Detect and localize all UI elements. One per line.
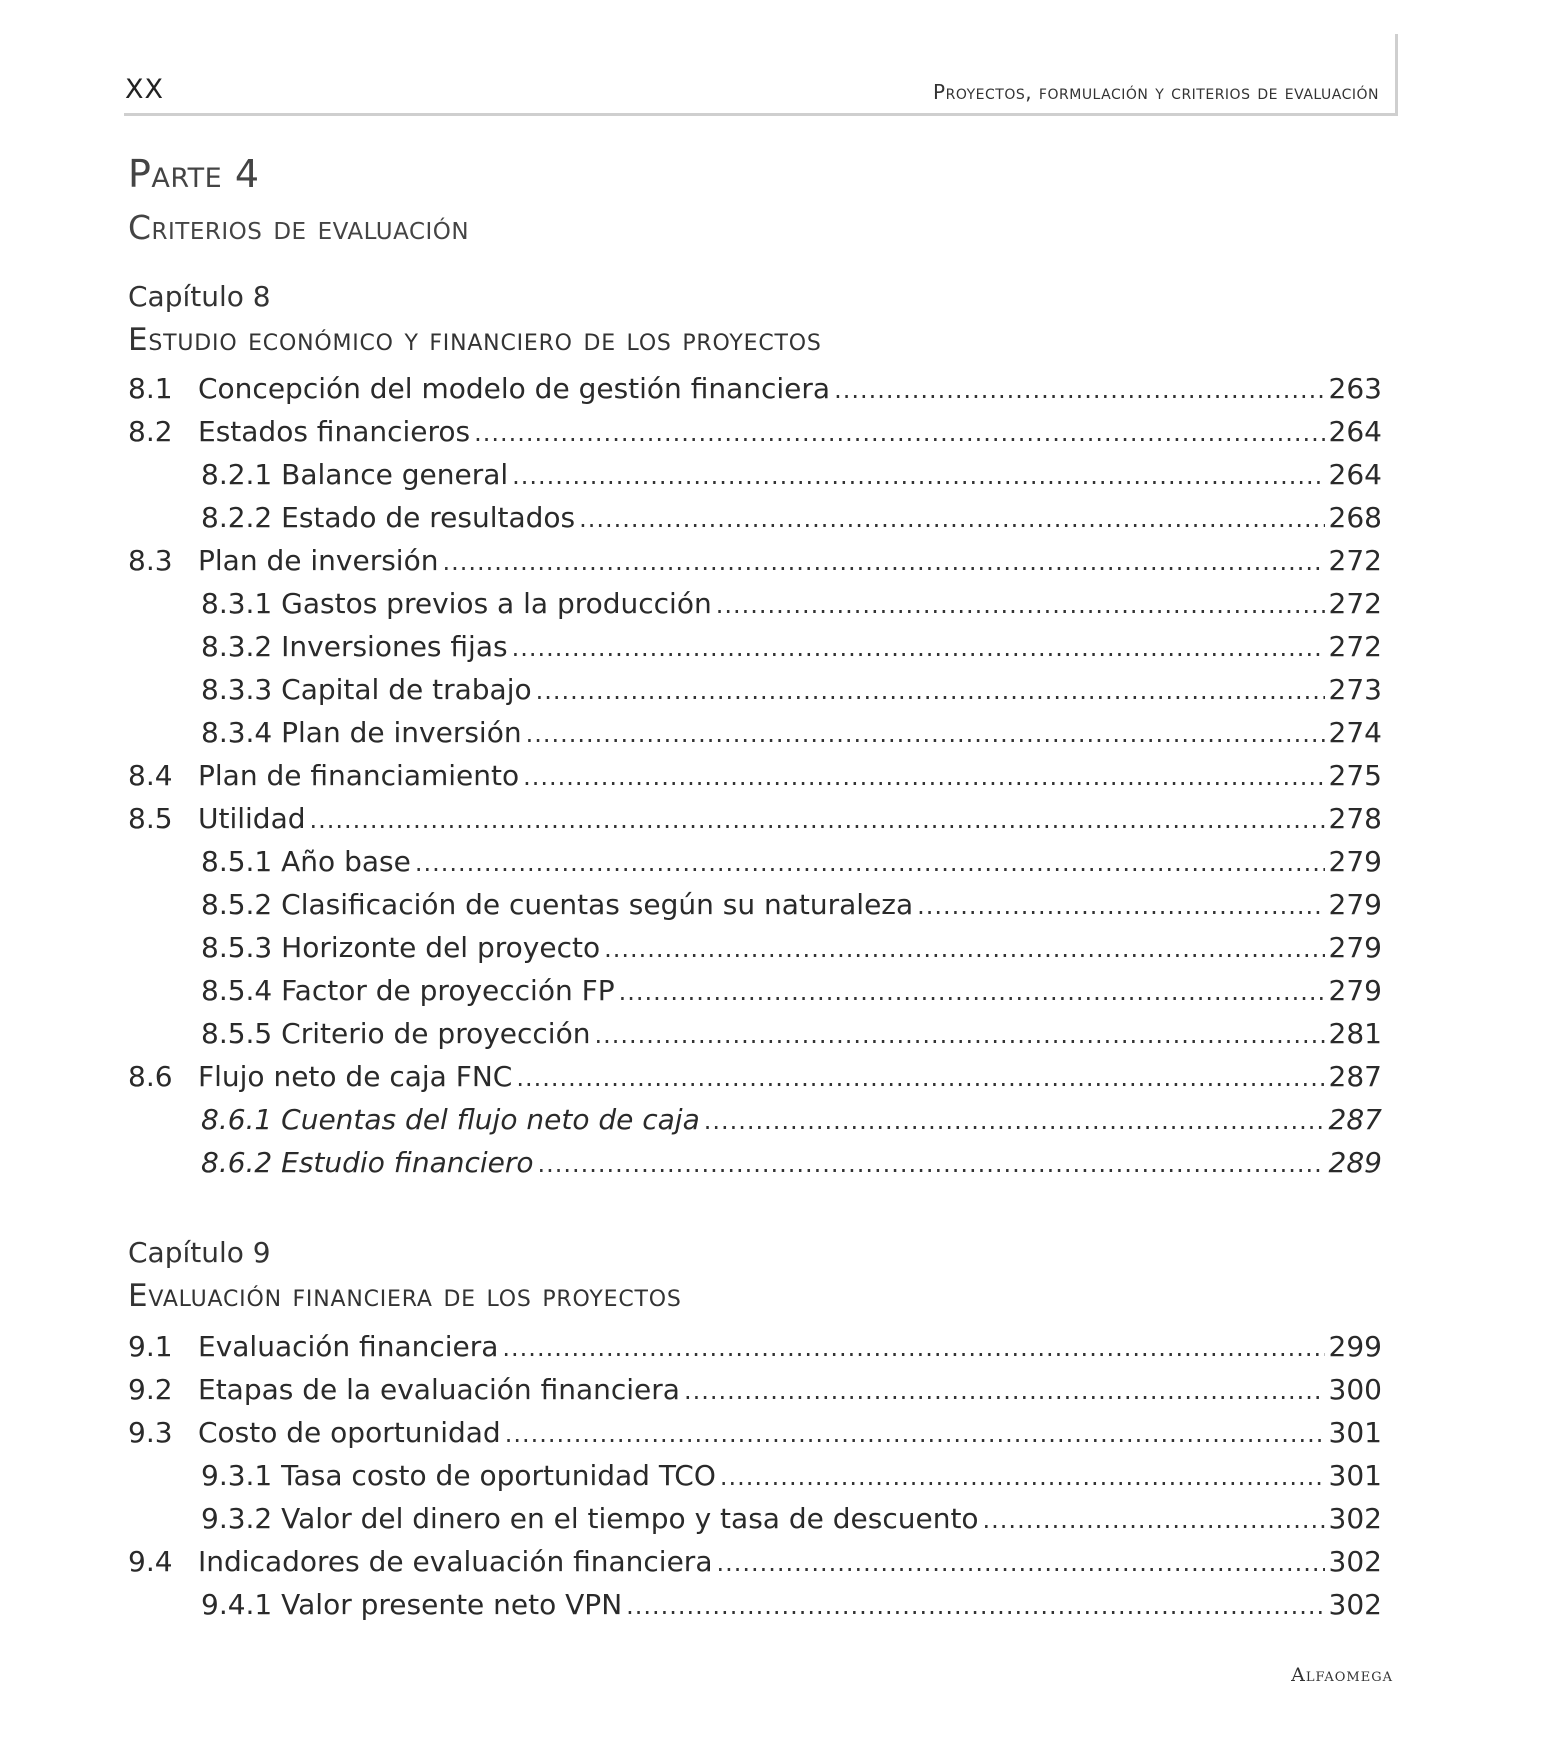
- toc-subentry[interactable]: [128, 1017, 1382, 1060]
- chapter-8-label: Capítulo 8: [128, 280, 271, 313]
- toc-entry-number: 8.6: [128, 1060, 173, 1093]
- toc-entry-page: 287: [1328, 1103, 1382, 1136]
- toc-entry-page: 279: [1328, 845, 1382, 878]
- toc-entry[interactable]: [128, 1330, 1382, 1373]
- toc-entry[interactable]: [128, 1373, 1382, 1416]
- dot-leader: [684, 1377, 1325, 1405]
- chapter-8-title: Estudio económico y financiero de los proyectos: [128, 322, 822, 358]
- toc-entry-page: 272: [1328, 587, 1382, 620]
- toc-entry-label: 8.3.1 Gastos previos a la producción: [201, 587, 712, 620]
- toc-subentry[interactable]: [128, 888, 1382, 931]
- toc-entry-label: 8.6.2 Estudio financiero: [201, 1146, 534, 1179]
- toc-entry[interactable]: [128, 372, 1382, 415]
- toc-entry-page: 263: [1328, 372, 1382, 405]
- toc-entry-page: 289: [1328, 1146, 1382, 1179]
- dot-leader: [474, 419, 1324, 447]
- dot-leader: [516, 1064, 1324, 1092]
- chapter-9-label: Capítulo 9: [128, 1236, 271, 1269]
- toc-entry[interactable]: [128, 802, 1382, 845]
- toc-entry-page: 301: [1328, 1459, 1382, 1492]
- dot-leader: [917, 892, 1324, 920]
- toc-entry-page: 299: [1328, 1330, 1382, 1363]
- header-corner-rule: [1395, 34, 1398, 116]
- toc-subentry[interactable]: [128, 974, 1382, 1017]
- toc-entry-label: 8.5.5 Criterio de proyección: [201, 1017, 591, 1050]
- toc-entry-label: 8.6.1 Cuentas del flujo neto de caja: [201, 1103, 700, 1136]
- toc-entry-page: 274: [1328, 716, 1382, 749]
- dot-leader: [502, 1334, 1324, 1362]
- toc-entry-label: Concepción del modelo de gestión financiera: [198, 372, 831, 405]
- toc-entry-page: 279: [1328, 931, 1382, 964]
- toc-subentry[interactable]: [128, 845, 1382, 888]
- toc-entry-label: Costo de oportunidad: [198, 1416, 501, 1449]
- toc-entry-label: 8.2.1 Balance general: [201, 458, 509, 491]
- chapter-9-title: Evaluación financiera de los proyectos: [128, 1278, 682, 1314]
- toc-entry-page: 301: [1328, 1416, 1382, 1449]
- toc-entry-label: Flujo neto de caja FNC: [198, 1060, 513, 1093]
- dot-leader: [704, 1107, 1325, 1135]
- toc-entry[interactable]: [128, 1060, 1382, 1103]
- toc-entry-label: 8.5.4 Factor de proyección FP: [201, 974, 615, 1007]
- toc-entry[interactable]: [128, 415, 1382, 458]
- toc-subentry[interactable]: [128, 630, 1382, 673]
- chapter-8-toc: [128, 372, 1382, 1189]
- toc-entry[interactable]: [128, 544, 1382, 587]
- part-title: Parte 4: [128, 152, 260, 196]
- toc-subentry[interactable]: [128, 501, 1382, 544]
- toc-entry-number: 8.3: [128, 544, 173, 577]
- toc-entry-label: 8.2.2 Estado de resultados: [201, 501, 576, 534]
- toc-entry-label: Utilidad: [198, 802, 306, 835]
- toc-subentry[interactable]: [128, 931, 1382, 974]
- dot-leader: [619, 978, 1325, 1006]
- dot-leader: [512, 462, 1324, 490]
- dot-leader: [579, 505, 1324, 533]
- dot-leader: [310, 806, 1325, 834]
- toc-entry-label: 8.5.3 Horizonte del proyecto: [201, 931, 601, 964]
- toc-entry-page: 281: [1328, 1017, 1382, 1050]
- toc-entry-label: 8.5.1 Año base: [201, 845, 411, 878]
- toc-entry-label: 8.3.2 Inversiones fijas: [201, 630, 508, 663]
- toc-entry[interactable]: [128, 1416, 1382, 1459]
- toc-subentry[interactable]: [128, 1459, 1382, 1502]
- dot-leader: [604, 935, 1324, 963]
- toc-entry[interactable]: [128, 1545, 1382, 1588]
- toc-entry-label: Evaluación financiera: [198, 1330, 499, 1363]
- dot-leader: [716, 591, 1325, 619]
- toc-entry-label: 9.3.1 Tasa costo de oportunidad TCO: [201, 1459, 716, 1492]
- toc-entry-label: Plan de financiamiento: [198, 759, 520, 792]
- toc-entry-label: 8.3.3 Capital de trabajo: [201, 673, 532, 706]
- toc-entry-page: 302: [1328, 1502, 1382, 1535]
- toc-entry-page: 302: [1328, 1588, 1382, 1621]
- dot-leader: [983, 1506, 1325, 1534]
- toc-entry-label: 9.4.1 Valor presente neto VPN: [201, 1588, 623, 1621]
- toc-subentry[interactable]: [128, 458, 1382, 501]
- toc-entry[interactable]: [128, 759, 1382, 802]
- dot-leader: [716, 1549, 1324, 1577]
- dot-leader: [505, 1420, 1325, 1448]
- toc-subentry[interactable]: [128, 1502, 1382, 1545]
- toc-subentry[interactable]: [128, 1103, 1382, 1146]
- running-head: Proyectos, formulación y criterios de evaluación: [933, 80, 1379, 104]
- chapter-9-toc: [128, 1330, 1382, 1631]
- toc-entry-number: 9.4: [128, 1545, 173, 1578]
- dot-leader: [834, 376, 1324, 404]
- toc-entry-page: 302: [1328, 1545, 1382, 1578]
- toc-entry-label: 9.3.2 Valor del dinero en el tiempo y tasa de descuento: [201, 1502, 979, 1535]
- toc-entry-page: 273: [1328, 673, 1382, 706]
- dot-leader: [442, 548, 1324, 576]
- toc-entry-number: 9.1: [128, 1330, 173, 1363]
- toc-entry-page: 272: [1328, 544, 1382, 577]
- toc-entry-page: 287: [1328, 1060, 1382, 1093]
- toc-entry-label: Estados financieros: [198, 415, 471, 448]
- toc-entry-page: 272: [1328, 630, 1382, 663]
- dot-leader: [626, 1592, 1324, 1620]
- part-subtitle: Criterios de evaluación: [128, 208, 470, 247]
- toc-entry-page: 264: [1328, 415, 1382, 448]
- header-rule: [124, 113, 1398, 116]
- toc-subentry[interactable]: [128, 716, 1382, 759]
- toc-subentry[interactable]: [128, 1146, 1382, 1189]
- toc-entry-page: 300: [1328, 1373, 1382, 1406]
- toc-subentry[interactable]: [128, 673, 1382, 716]
- toc-entry-number: 8.4: [128, 759, 173, 792]
- dot-leader: [523, 763, 1324, 791]
- publisher-footer: Alfaomega: [1291, 1664, 1393, 1686]
- toc-entry-label: 8.5.2 Clasificación de cuentas según su naturaleza: [201, 888, 914, 921]
- toc-entry-label: 8.3.4 Plan de inversión: [201, 716, 522, 749]
- dot-leader: [536, 677, 1325, 705]
- dot-leader: [512, 634, 1325, 662]
- toc-subentry[interactable]: [128, 1588, 1382, 1631]
- toc-entry-number: 9.2: [128, 1373, 173, 1406]
- toc-entry-page: 268: [1328, 501, 1382, 534]
- toc-entry-number: 8.5: [128, 802, 173, 835]
- toc-entry-number: 8.2: [128, 415, 173, 448]
- toc-entry-number: 9.3: [128, 1416, 173, 1449]
- toc-entry-page: 264: [1328, 458, 1382, 491]
- dot-leader: [526, 720, 1325, 748]
- toc-entry-page: 278: [1328, 802, 1382, 835]
- dot-leader: [720, 1463, 1325, 1491]
- toc-entry-label: Etapas de la evaluación financiera: [198, 1373, 680, 1406]
- dot-leader: [594, 1021, 1324, 1049]
- page-number: XX: [125, 74, 164, 105]
- toc-entry-label: Plan de inversión: [198, 544, 439, 577]
- dot-leader: [415, 849, 1325, 877]
- toc-entry-label: Indicadores de evaluación financiera: [198, 1545, 713, 1578]
- toc-entry-page: 275: [1328, 759, 1382, 792]
- dot-leader: [538, 1150, 1325, 1178]
- toc-entry-number: 8.1: [128, 372, 173, 405]
- toc-subentry[interactable]: [128, 587, 1382, 630]
- toc-entry-page: 279: [1328, 974, 1382, 1007]
- toc-entry-page: 279: [1328, 888, 1382, 921]
